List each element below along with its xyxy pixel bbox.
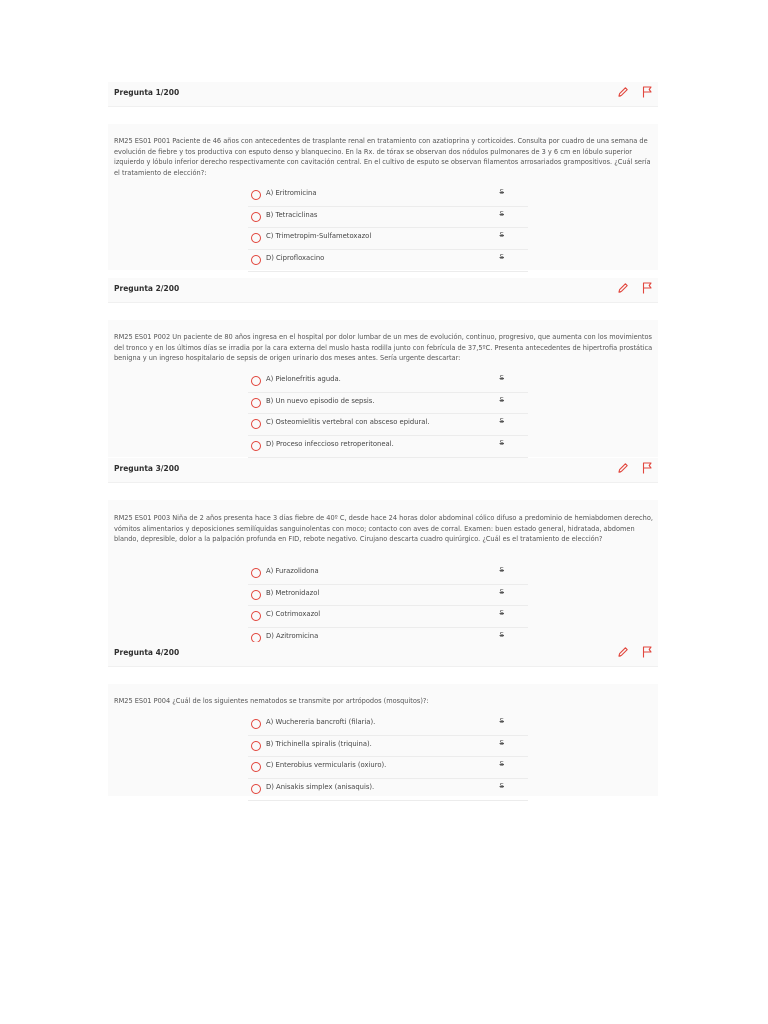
flag-icon[interactable]	[640, 645, 654, 659]
strike-option-icon[interactable]: S	[499, 209, 504, 218]
radio-button[interactable]	[251, 398, 261, 408]
option-label: D) Proceso infeccioso retroperitoneal.	[266, 440, 394, 449]
question-header	[108, 82, 658, 107]
option-label: A) Pielonefritis aguda.	[266, 375, 341, 383]
option-label: D) Ciprofloxacino	[266, 254, 325, 263]
answer-option[interactable]	[248, 436, 528, 458]
option-label: A) Furazolidona	[266, 567, 319, 575]
option-label: C) Trimetropim-Sulfametoxazol	[266, 232, 372, 241]
question-header	[108, 278, 658, 303]
option-label: B) Tetraciclinas	[266, 210, 318, 219]
strike-option-icon[interactable]: S	[499, 395, 504, 404]
strike-option-icon[interactable]: S	[499, 374, 504, 382]
answer-option[interactable]	[248, 779, 528, 801]
radio-button[interactable]	[251, 762, 261, 772]
strike-option-icon[interactable]: S	[499, 417, 504, 426]
option-label: A) Wuchereria bancrofti (filaria).	[266, 718, 376, 726]
strike-option-icon[interactable]: S	[499, 188, 504, 196]
radio-button[interactable]	[251, 784, 261, 794]
option-label: A) Eritromicina	[266, 189, 317, 197]
answer-option[interactable]	[248, 393, 528, 415]
option-label: C) Enterobius vermicularis (oxiuro).	[266, 761, 387, 770]
strike-option-icon[interactable]: S	[499, 609, 504, 618]
strike-option-icon[interactable]: S	[499, 717, 504, 725]
answer-option[interactable]	[248, 757, 528, 779]
radio-button[interactable]	[251, 190, 261, 200]
option-label: D) Anisakis simplex (anisaquis).	[266, 783, 375, 792]
answer-options	[248, 714, 528, 801]
answer-option[interactable]	[248, 228, 528, 250]
answer-options	[248, 371, 528, 458]
radio-button[interactable]	[251, 255, 261, 265]
radio-button[interactable]	[251, 590, 261, 600]
strike-option-icon[interactable]: S	[499, 587, 504, 596]
radio-button[interactable]	[251, 568, 261, 578]
answer-options	[248, 185, 528, 272]
radio-button[interactable]	[251, 233, 261, 243]
strike-option-icon[interactable]: S	[499, 439, 504, 448]
flag-icon[interactable]	[640, 281, 654, 295]
question-text: RM25 ES01 P002 Un paciente de 80 años ingresa en el hospital por dolor lumbar de un mes de evolución, continuo, progresivo, que aumenta con los movimientos del tronco y en los últimos días se irradia por la cara externa del muslo hasta rodilla junto con febrícula de 37,5ºC. Presenta antecedentes de hipertrofia prostática benigna y un ingreso hospitalario de sepsis de origen urinario dos meses antes. Sería urgente descartar:	[114, 333, 653, 363]
radio-button[interactable]	[251, 611, 261, 621]
radio-button[interactable]	[251, 212, 261, 222]
question-title: Pregunta 2/200	[114, 284, 180, 293]
answer-option[interactable]	[248, 414, 528, 436]
question-header	[108, 642, 658, 667]
radio-button[interactable]	[251, 419, 261, 429]
pencil-icon[interactable]	[616, 281, 630, 295]
radio-button[interactable]	[251, 376, 261, 386]
answer-option[interactable]	[248, 606, 528, 628]
answer-option[interactable]	[248, 207, 528, 229]
flag-icon[interactable]	[640, 461, 654, 475]
answer-option[interactable]	[248, 736, 528, 758]
strike-option-icon[interactable]: S	[499, 231, 504, 240]
radio-button[interactable]	[251, 441, 261, 451]
strike-option-icon[interactable]: S	[499, 253, 504, 262]
radio-button[interactable]	[251, 741, 261, 751]
strike-option-icon[interactable]: S	[499, 738, 504, 747]
question-title: Pregunta 3/200	[114, 464, 180, 473]
strike-option-icon[interactable]: S	[499, 760, 504, 769]
option-label: C) Cotrimoxazol	[266, 610, 321, 619]
strike-option-icon[interactable]: S	[499, 566, 504, 574]
answer-option[interactable]	[248, 714, 528, 736]
pencil-icon[interactable]	[616, 461, 630, 475]
radio-button[interactable]	[251, 719, 261, 729]
question-title: Pregunta 1/200	[114, 88, 180, 97]
answer-option[interactable]	[248, 563, 528, 585]
option-label: D) Azitromicina	[266, 632, 319, 641]
option-label: B) Trichinella spiralis (triquina).	[266, 739, 372, 748]
question-text: RM25 ES01 P001 Paciente de 46 años con antecedentes de trasplante renal en tratamiento con azatioprina y corticoides. Consulta por cuadro de una semana de evolución de fiebre y tos productiva con esputo denso y blanquecino. En la Rx. de tórax se observan dos nódulos pulmonares de 3 y 6 cm en lóbulo superior izquierdo y lóbulo inferior derecho respectivamente con cavitación central. En el cultivo de esputo se observan filamentos arrosariados grampositivos. ¿Cuál sería el tratamiento de elección?:	[114, 137, 651, 177]
answer-option[interactable]	[248, 185, 528, 207]
pencil-icon[interactable]	[616, 85, 630, 99]
question-header	[108, 458, 658, 483]
option-label: B) Un nuevo episodio de sepsis.	[266, 396, 375, 405]
strike-option-icon[interactable]: S	[499, 782, 504, 791]
flag-icon[interactable]	[640, 85, 654, 99]
answer-option[interactable]	[248, 585, 528, 607]
answer-option[interactable]	[248, 250, 528, 272]
pencil-icon[interactable]	[616, 645, 630, 659]
question-title: Pregunta 4/200	[114, 648, 180, 657]
question-text: RM25 ES01 P003 Niña de 2 años presenta hace 3 días fiebre de 40º C, desde hace 24 horas dolor abdominal cólico difuso a predominio de hemiabdomen derecho, vómitos alimentarios y deposiciones semilíquidas sanguinolentas con moco; contacto con aves de corral. Examen: buen estado general, hidratada, abdomen blando, depresible, dolor a la palpación profunda en FID, rebote negativo. Cirujano descarta cuadro quirúrgico. ¿Cuál es el tratamiento de elección?	[114, 514, 653, 544]
option-label: B) Metronidazol	[266, 588, 320, 597]
answer-options	[248, 563, 528, 650]
answer-option[interactable]	[248, 371, 528, 393]
question-text: RM25 ES01 P004 ¿Cuál de los siguientes nematodos se transmite por artrópodos (mosquitos)?:	[114, 697, 429, 705]
strike-option-icon[interactable]: S	[499, 631, 504, 640]
option-label: C) Osteomielitis vertebral con absceso epidural.	[266, 418, 430, 427]
